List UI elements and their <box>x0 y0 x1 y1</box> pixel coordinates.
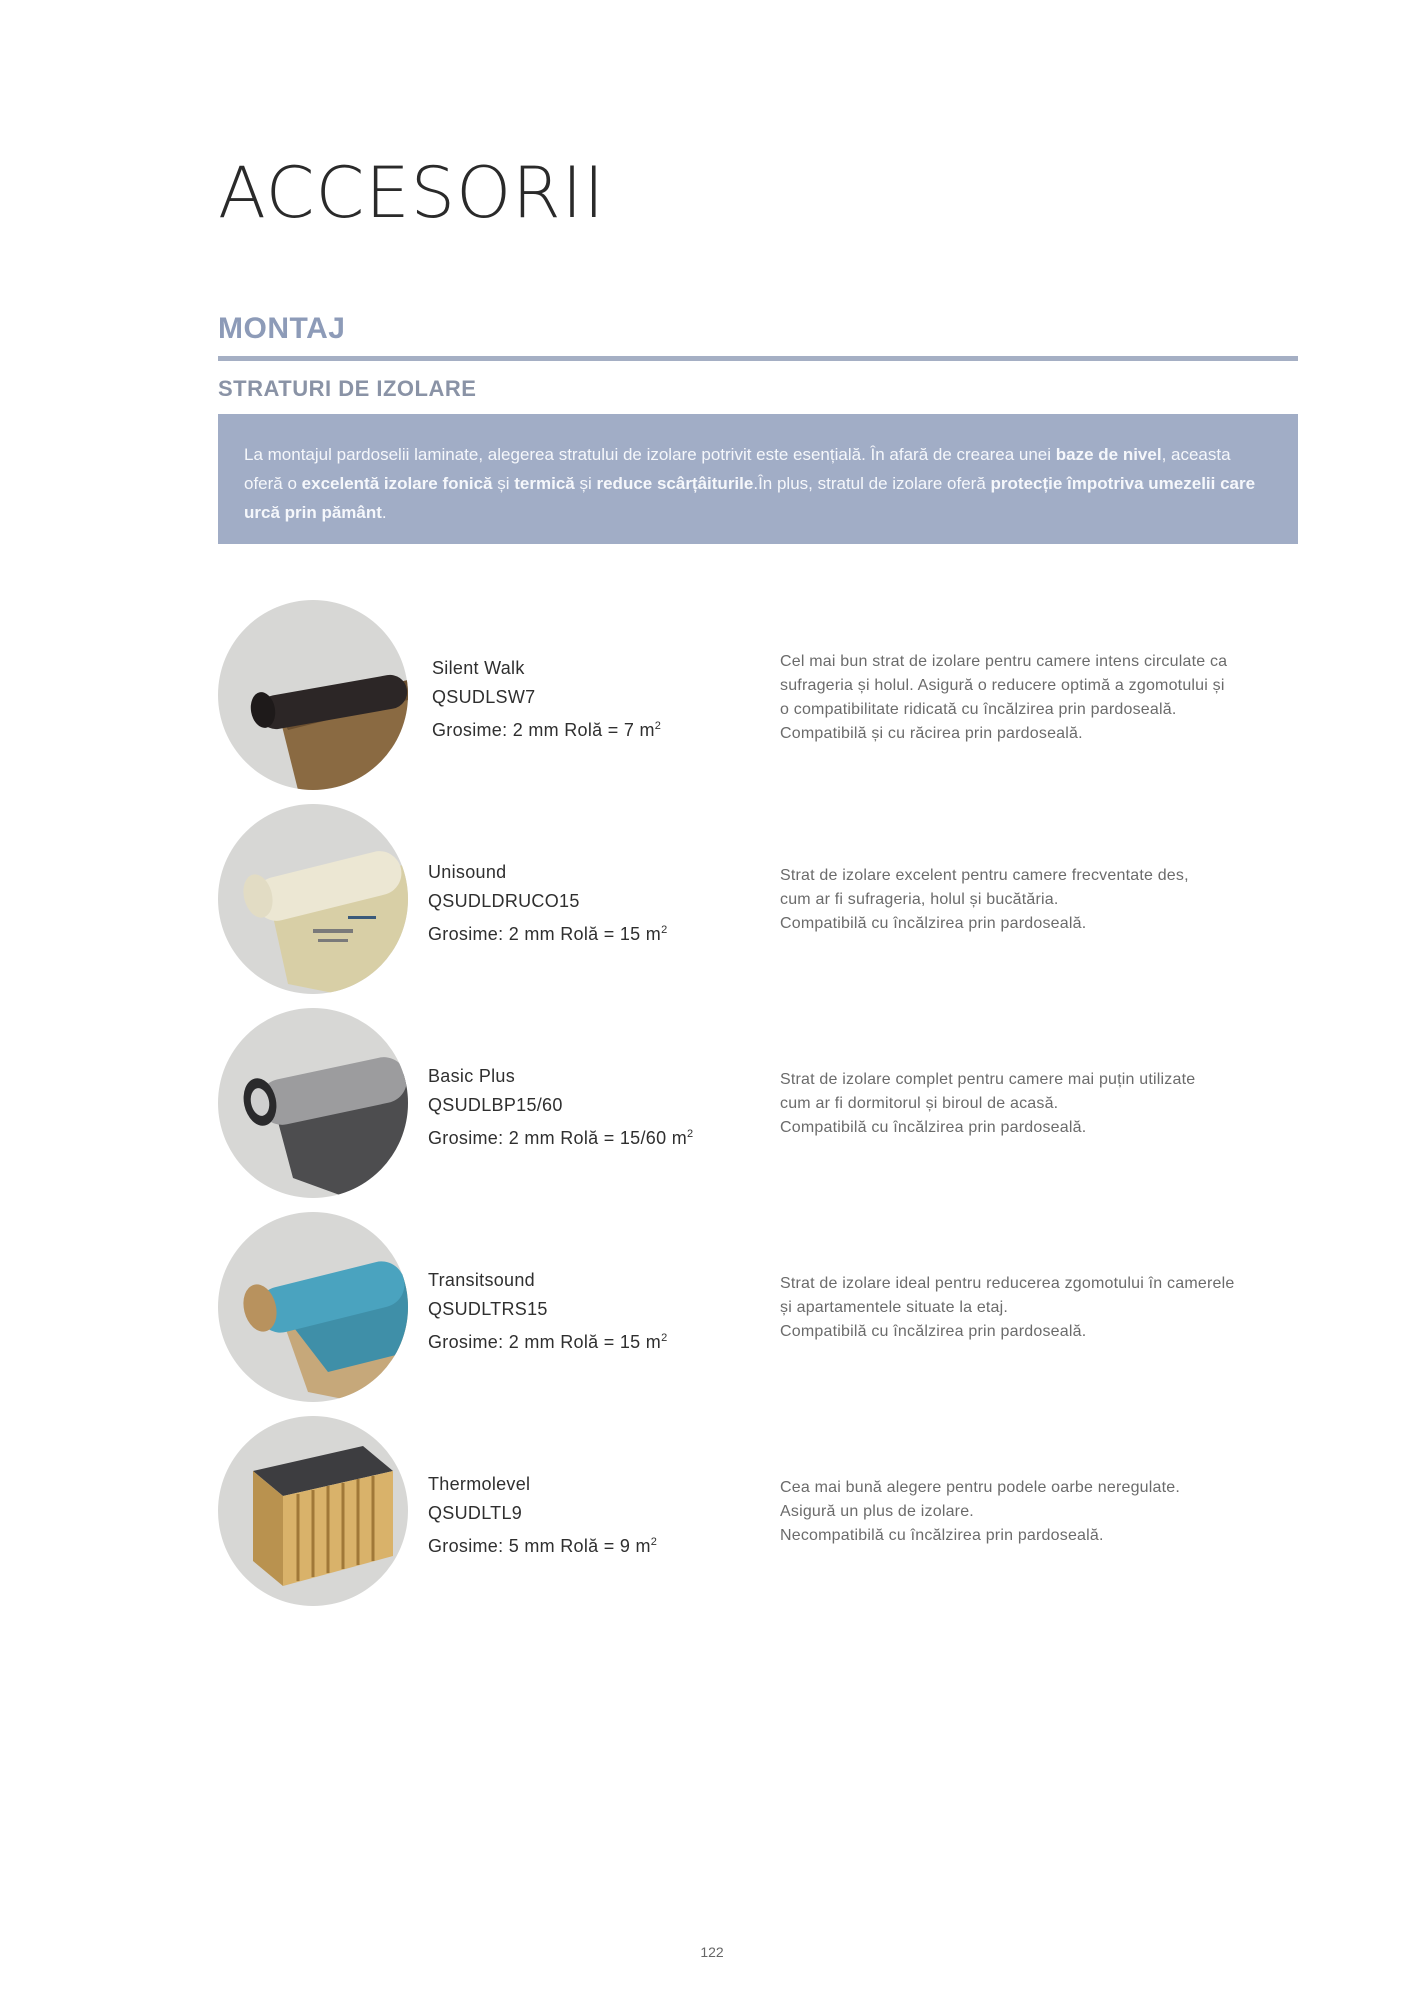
intro-box <box>218 414 1298 544</box>
silent-walk-roll-image <box>218 600 408 790</box>
intro-text: La montajul pardoselii laminate, alegerea stratului de izolare potrivit este esențială. În afară de crearea unei baze de nivel, aceasta oferă o excelentă izolare fonică și termică și reduce scârțâiturile.În plus, stratul de izolare oferă protecție împotriva umezelii care urcă prin pământ. <box>244 445 1256 522</box>
subsection-heading: STRATURI DE IZOLARE <box>218 376 477 401</box>
page-number: 122 <box>700 1944 724 1960</box>
product-item <box>218 600 1298 792</box>
product-description: Strat de izolare complet pentru camere mai puțin utilizate cum ar fi dormitorul și biroul de acasă. Compatibilă cu încălzirea prin pardoseală. <box>780 1071 1196 1136</box>
product-item <box>218 1008 1298 1200</box>
product-name: Thermolevel <box>428 1474 531 1494</box>
section-divider <box>218 356 1298 361</box>
product-info <box>432 654 732 745</box>
product-code: QSUDLTRS15 <box>428 1299 548 1319</box>
product-item <box>218 1416 1298 1608</box>
product-code: QSUDLTL9 <box>428 1503 523 1523</box>
basic-plus-roll-image <box>218 1008 408 1198</box>
product-description: Cea mai bună alegere pentru podele oarbe neregulate. Asigură un plus de izolare. Necompatibilă cu încălzirea prin pardoseală. <box>780 1479 1181 1544</box>
product-description: Strat de izolare ideal pentru reducerea zgomotului în camerele și apartamentele situate la etaj. Compatibilă cu încălzirea prin pardoseală. <box>780 1275 1235 1340</box>
unisound-roll-image <box>218 804 408 994</box>
product-item <box>218 804 1298 996</box>
product-name: Transitsound <box>428 1270 535 1290</box>
product-code: QSUDLDRUCO15 <box>428 891 580 911</box>
thermolevel-panel-image <box>218 1416 408 1606</box>
product-code: QSUDLBP15/60 <box>428 1095 563 1115</box>
product-spec: Grosime: 2 mm Rolă = 15 $m^2$ <box>428 924 668 944</box>
page-title: ACCESORII <box>218 152 606 234</box>
product-spec: Grosime: 5 mm Rolă = 9 $m^2$ <box>428 1536 658 1556</box>
product-info <box>428 858 728 949</box>
product-name: Silent Walk <box>432 658 525 678</box>
product-info <box>428 1062 728 1153</box>
product-code: QSUDLSW7 <box>432 687 536 707</box>
transitsound-roll-image <box>218 1212 408 1402</box>
product-name: Unisound <box>428 862 507 882</box>
product-info <box>428 1266 728 1357</box>
product-description: Strat de izolare excelent pentru camere frecventate des, cum ar fi sufrageria, holul și bucătăria. Compatibilă cu încălzirea prin pardoseală. <box>780 867 1189 932</box>
product-spec: Grosime: 2 mm Rolă = 15/60 $m^2$ <box>428 1128 694 1148</box>
product-name: Basic Plus <box>428 1066 516 1086</box>
product-item <box>218 1212 1298 1404</box>
product-description: Cel mai bun strat de izolare pentru camere intens circulate ca sufrageria și holul. Asigură o reducere optimă a zgomotului și o compatibilitate ridicată cu încălzirea prin pardoseală. Compatibilă și cu răcirea prin pardoseală. <box>780 653 1228 742</box>
product-info <box>428 1470 728 1561</box>
product-spec: Grosime: 2 mm Rolă = 7 $m^2$ <box>432 720 662 740</box>
section-heading: MONTAJ <box>218 312 346 345</box>
product-spec: Grosime: 2 mm Rolă = 15 $m^2$ <box>428 1332 668 1352</box>
